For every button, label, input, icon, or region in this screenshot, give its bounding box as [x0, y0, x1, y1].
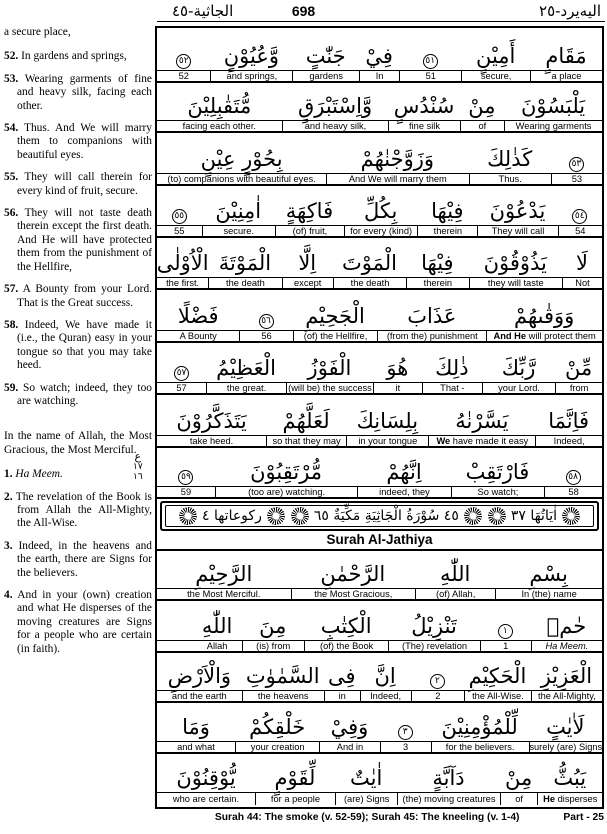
english-gloss: (too are) watching.: [215, 487, 357, 497]
english-gloss: Ha Meem.: [531, 641, 602, 651]
english-gloss: of: [500, 793, 538, 805]
english-gloss: so that they may: [266, 436, 346, 446]
arabic-word: الْمَوْتَةَ: [218, 250, 272, 275]
english-gloss: surely (are) Signs: [529, 742, 602, 752]
english-gloss: (of) the Hellfire,: [293, 331, 378, 341]
translation-paragraph: [4, 73, 152, 113]
arabic-word: وَالْاَرْضِ: [167, 663, 232, 688]
arabic-line: [157, 186, 602, 225]
english-gloss: who are certain.: [172, 794, 240, 804]
english-gloss: Indeed,: [360, 691, 411, 701]
arabic-word: وَمَا: [182, 714, 210, 739]
table-row: [157, 133, 602, 186]
english-gloss: And We will marry them: [326, 174, 468, 184]
english-gloss: 59: [180, 487, 192, 497]
arabic-word: اللّٰهِ: [439, 561, 471, 586]
english-gloss: therein: [406, 278, 468, 288]
ayah-number-marker: [239, 314, 292, 330]
table-row: [157, 754, 602, 805]
arabic-word: لِّلْمُؤْمِنِيْنَ: [441, 714, 518, 739]
arabic-word: السَّمٰوٰتِ: [245, 663, 320, 688]
translation-paragraph: [4, 468, 152, 481]
english-gloss: So watch;: [451, 487, 544, 497]
verse-number: 2.: [4, 490, 13, 503]
english-gloss: the death: [208, 278, 281, 288]
translation-text: Wearing garments of fine and heavy silk, facing each other.: [17, 72, 152, 112]
arabic-word: بِلِسَانِكَ: [356, 408, 419, 433]
arabic-line: [157, 395, 602, 435]
english-gloss: In (the) name: [495, 589, 602, 599]
english-gloss: (to) companions with beautiful eyes.: [167, 174, 316, 184]
translation-text: And in your (own) creation and what He disperses of the moving creatures are Signs for a people who are certain (in faith).: [17, 589, 153, 655]
translation-text: A Bounty from your Lord. That is the Great success.: [17, 283, 153, 309]
english-gloss: He disperses: [537, 793, 602, 805]
arabic-word: فِيْهَا: [431, 198, 464, 223]
english-gloss: a place: [530, 71, 602, 81]
ruku-mark: [133, 452, 143, 482]
english-gloss: In: [359, 71, 399, 81]
english-gloss: and heavy silk,: [282, 121, 389, 131]
verse-number: 52.: [4, 50, 19, 63]
english-gloss: 51: [399, 71, 461, 81]
english-gloss: 55: [174, 226, 185, 236]
english-gloss: for the believers.: [431, 742, 529, 752]
verse-number: 59.: [4, 381, 19, 394]
english-gloss: 53: [551, 174, 602, 184]
english-gloss: and springs,: [210, 71, 292, 81]
verse-number: 56.: [4, 207, 19, 220]
translation-paragraph: [4, 540, 152, 580]
english-gloss: (of) Allah,: [415, 589, 495, 599]
arabic-line: [157, 343, 602, 382]
ayah-mark: ١: [498, 624, 513, 639]
arabic-word: فِى: [327, 663, 356, 688]
english-gloss: your Lord.: [482, 383, 555, 393]
english-gloss: facing each other.: [182, 121, 257, 131]
arabic-line: [157, 28, 602, 70]
english-line: [157, 792, 602, 805]
arabic-word: يَسَّرْنٰهُ: [455, 408, 509, 433]
english-gloss: Wearing garments: [504, 121, 602, 131]
translation-paragraph: [4, 382, 152, 409]
english-gloss: therein: [417, 226, 477, 236]
arabic-word: رَّبِّكَ: [501, 355, 536, 380]
ayah-number-marker: [480, 624, 531, 640]
arabic-word: فَضْلًا: [177, 303, 219, 328]
ayah-number-marker: [157, 470, 215, 486]
page-number: 698: [291, 3, 316, 19]
translation-text: a secure place,: [4, 26, 71, 38]
table-row: [157, 28, 602, 83]
table-row: [157, 83, 602, 133]
rosette-ornament-icon: [179, 507, 197, 525]
english-gloss: the great.: [206, 383, 286, 393]
english-gloss: the death: [333, 278, 406, 288]
arabic-word: يَلْبَسُوْنَ: [520, 93, 586, 118]
verse-number: 3.: [4, 539, 13, 552]
ayah-mark: ٢: [430, 674, 445, 689]
ayah-number-marker: [544, 470, 602, 486]
translation-text: Ha Meem.: [15, 468, 63, 481]
arabic-word: الْعَزِيْزِ: [540, 663, 593, 688]
english-line: [157, 640, 602, 653]
translation-text: The revelation of the Book is from Allah the All-Mighty, the All-Wise.: [15, 490, 152, 530]
english-gloss: Allah: [206, 641, 228, 651]
english-gloss: (are) Signs: [335, 793, 397, 805]
verse-number: 1.: [4, 468, 13, 481]
arabic-line: [157, 83, 602, 120]
english-gloss: and the earth: [171, 691, 227, 701]
surah-ayat-count: اٰيَاتُهَا ٣٧: [510, 508, 558, 524]
arabic-word: عَذَابَ: [407, 303, 457, 328]
header-juz-arabic: اليه‌يرد-٢٥: [539, 2, 601, 20]
translation-paragraph: [4, 122, 152, 162]
verse-number: 4.: [4, 589, 13, 601]
english-gloss: (from the) punishment: [377, 331, 486, 341]
arabic-word: وَزَوَّجْنٰهُمْ: [360, 146, 435, 171]
translation-text: They will call therein for every kind of fruit, secure.: [17, 171, 152, 197]
arabic-word: الْفَوْزُ: [307, 355, 352, 380]
english-gloss: (will be) the success: [286, 383, 373, 393]
ayah-mark: ٥٦: [259, 314, 274, 329]
english-line: [157, 330, 602, 343]
arabic-word: مِنْ: [504, 765, 533, 790]
english-gloss: secure.: [202, 226, 275, 236]
arabic-word: وَّعُيُوْنٍ: [223, 43, 280, 68]
translation-text: In the name of Allah, the Most Gracious, the Most Merciful.: [4, 430, 152, 456]
arabic-word: لَعَلَّهُمْ: [282, 408, 330, 433]
english-gloss: 57: [176, 383, 187, 393]
table-row: [157, 653, 602, 703]
ayah-number-marker: [157, 366, 206, 382]
arabic-word: مُّرْتَقِبُوْنَ: [250, 459, 323, 484]
arabic-word: الْكِتٰبِ: [320, 613, 372, 638]
english-gloss: the All-Wise.: [464, 691, 531, 701]
arabic-word: بِحُوْرٍ عِيْنٍ: [200, 146, 283, 171]
arabic-word: لِّقَوْمٍ: [274, 765, 316, 790]
table-row: [157, 290, 602, 343]
english-gloss: of: [460, 121, 505, 131]
arabic-word: يَدْعُوْنَ: [489, 198, 546, 223]
translation-paragraph: [4, 319, 152, 373]
surah-title-arabic: ٤٥ سُوْرَةُ الْجَاثِيَةِ مَكِّيَةٌ ٦٥: [313, 508, 459, 524]
surah-ruku-count: ركوعاتها ٤: [201, 508, 262, 524]
ayah-mark: ٣: [398, 725, 413, 740]
arabic-word: اٰيٰتٌ: [350, 765, 383, 790]
header-divider: [157, 21, 605, 22]
english-gloss: And in: [319, 742, 379, 752]
arabic-word: أَمِيْنٍ: [475, 43, 516, 68]
arabic-word: يَتَذَكَّرُوْنَ: [176, 408, 247, 433]
english-line: [157, 741, 602, 754]
surah-banner-frame: [160, 501, 599, 531]
ayah-mark: ٥٢: [176, 54, 191, 69]
translation-text: In gardens and springs,: [21, 50, 127, 63]
english-gloss: take heed.: [189, 436, 234, 446]
surah-banner: [157, 501, 602, 551]
arabic-word: خَلْقِكُمْ: [249, 714, 306, 739]
ayah-number-marker: [551, 157, 602, 173]
table-row: [157, 601, 602, 653]
english-line: [157, 486, 602, 499]
ayah-number-marker: [558, 209, 603, 225]
arabic-line: [157, 703, 602, 741]
ayah-number-marker: [157, 209, 202, 225]
english-gloss: in your tongue: [346, 436, 428, 446]
translation-paragraph: [4, 589, 152, 656]
english-gloss: And He will protect them: [486, 331, 602, 341]
footer-surah-reference: Surah 44: The smoke (v. 52-59); Surah 45: The kneeling (v. 1-4): [214, 812, 520, 823]
verse-number: 58.: [4, 318, 19, 331]
table-row: [157, 448, 602, 499]
arabic-word: ذٰلِكَ: [435, 355, 469, 380]
english-gloss: the All-Mighty,: [531, 691, 602, 701]
arabic-word: كَذٰلِكَ: [487, 146, 533, 171]
page-header: [0, 0, 607, 24]
ayah-mark: ٥٥: [172, 209, 187, 224]
arabic-word: فِيْهَا: [421, 250, 454, 275]
translation-text: Indeed, in the heavens and the earth, there are Signs for the believers.: [17, 539, 152, 579]
english-gloss: your creation: [235, 742, 320, 752]
table-row: [157, 238, 602, 290]
table-row: [157, 395, 602, 448]
table-row: [157, 551, 602, 601]
basmala-translation: [4, 430, 152, 457]
arabic-word: بِكُلِّ: [363, 198, 398, 223]
english-gloss: 3: [380, 742, 431, 752]
english-gloss: 58: [544, 487, 602, 497]
table-row: [157, 186, 602, 238]
english-gloss: 2: [411, 691, 464, 701]
ayah-mark: ٥٩: [178, 470, 193, 485]
arabic-line: [157, 754, 602, 792]
translation-paragraph: [4, 207, 152, 274]
arabic-word: مِنْ: [468, 93, 496, 118]
translation-paragraph: [4, 50, 152, 63]
english-gloss: Not: [562, 278, 602, 288]
translation-paragraph: [4, 26, 152, 39]
translation-text: They will not taste death therein except the first death. And He will have protected them from the punishment of the Hellfire,: [17, 207, 152, 273]
arabic-line: [157, 551, 602, 588]
verse-number: 57.: [4, 283, 19, 296]
arabic-word: الْعَظِيْمُ: [216, 355, 276, 380]
english-gloss: the heavens: [242, 691, 324, 701]
english-gloss: Thus.: [469, 174, 551, 184]
word-by-word-table: [155, 26, 604, 809]
rosette-ornament-icon: [267, 507, 285, 525]
english-gloss: 54: [558, 226, 603, 236]
english-gloss: for every (kind): [344, 226, 417, 236]
arabic-word: مُّتَقٰبِلِيْنَ: [187, 93, 252, 118]
arabic-word: تَنْزِيْلُ: [411, 613, 457, 638]
english-gloss: secure,: [461, 71, 530, 81]
english-gloss: (of) fruit,: [275, 226, 344, 236]
arabic-word: يَذُوْقُوْنَ: [483, 250, 547, 275]
table-row: [157, 703, 602, 754]
translation-text: Thus. And We will marry them to companions with beautiful eyes.: [17, 122, 152, 161]
arabic-word: مَقَامٍ: [545, 43, 587, 68]
english-gloss: fine silk: [388, 121, 459, 131]
verse-number: 53.: [4, 72, 19, 85]
page-footer: [155, 812, 604, 823]
english-gloss: (is) from: [242, 641, 304, 651]
english-gloss: A Bounty: [179, 331, 217, 341]
arabic-word: الْحَكِيْمِ: [468, 663, 527, 688]
english-gloss: 52: [178, 71, 189, 81]
rosette-ornament-icon: [291, 507, 309, 525]
ruku-count-bottom: ١٦: [133, 472, 143, 482]
english-line: [157, 120, 602, 133]
arabic-word: وَفِيْ: [330, 714, 369, 739]
english-gloss: in: [324, 691, 360, 701]
ruku-symbol: ع: [134, 450, 142, 463]
ayah-number-marker: [399, 54, 461, 70]
verse-number: 54.: [4, 122, 19, 135]
english-line: [157, 435, 602, 448]
english-gloss: for a people: [255, 793, 335, 805]
english-gloss: (of) the Book: [304, 641, 389, 651]
footer-part-number: Part - 25: [563, 812, 604, 823]
ruku-count-top: ١٧: [133, 462, 143, 472]
arabic-word: مِنَ: [259, 613, 287, 638]
arabic-line: [157, 238, 602, 277]
english-gloss: the first.: [166, 278, 200, 288]
arabic-word: الْمَوْتَ: [342, 250, 398, 275]
arabic-word: اِلَّا: [298, 250, 317, 275]
english-line: [157, 382, 602, 395]
arabic-word: اِنَّهُمْ: [386, 459, 422, 484]
translation-column: [4, 26, 152, 816]
rosette-ornament-icon: [562, 507, 580, 525]
english-line: [157, 70, 602, 83]
rosette-ornament-icon: [488, 507, 506, 525]
arabic-line: [157, 601, 602, 640]
arabic-word: جَنّٰتٍ: [305, 43, 346, 68]
arabic-word: فِيْ: [365, 43, 393, 68]
english-gloss: the Most Gracious,: [291, 589, 416, 599]
arabic-word: حٰمۤ: [546, 613, 587, 638]
ayah-mark: ٥٣: [569, 157, 584, 172]
english-gloss: it: [373, 383, 422, 393]
ayah-number-marker: [380, 725, 431, 741]
arabic-word: الرَّحْمٰنِ: [320, 561, 386, 586]
arabic-word: لَا: [575, 250, 588, 275]
english-gloss: they will taste: [469, 278, 562, 288]
english-gloss: except: [282, 278, 333, 288]
arabic-word: بِسْمِ: [529, 561, 568, 586]
english-line: [157, 173, 602, 186]
ayah-mark: ٥٤: [572, 209, 587, 224]
translation-paragraph: [4, 283, 152, 310]
rosette-ornament-icon: [464, 507, 482, 525]
arabic-line: [157, 448, 602, 486]
translation-text: Indeed, We have made it (i.e., the Quran) easy in your tongue so that you may take heed.: [17, 318, 152, 372]
english-gloss: indeed, they: [357, 487, 450, 497]
arabic-word: اللّٰهِ: [201, 613, 233, 638]
english-line: [157, 690, 602, 703]
english-gloss: gardens: [292, 71, 359, 81]
arabic-word: فَارْتَقِبْ: [465, 459, 530, 484]
arabic-word: فَاكِهَةٍ: [285, 198, 334, 223]
arabic-word: مِّنْ: [565, 355, 593, 380]
surah-title-english: Surah Al-Jathiya: [326, 532, 433, 547]
arabic-word: الرَّحِيْمِ: [195, 561, 253, 586]
arabic-word: اِنَّ: [374, 663, 396, 688]
english-line: [157, 277, 602, 290]
english-gloss: the Most Merciful.: [187, 589, 261, 599]
arabic-word: سُنْدُسٍ: [393, 93, 455, 118]
ayah-number-marker: [157, 54, 210, 70]
arabic-word: فَاِنَّمَا: [548, 408, 590, 433]
surah-banner-arabic: [178, 507, 581, 525]
english-gloss: (the) moving creatures: [397, 793, 499, 805]
arabic-word: دَآبَّةٍ: [432, 765, 465, 790]
arabic-word: وَّاِسْتَبْرَقٍ: [297, 93, 373, 118]
english-gloss: 56: [239, 331, 292, 341]
english-gloss: That -: [422, 383, 482, 393]
arabic-word: وَوَقٰىهُمْ: [514, 303, 575, 328]
arabic-word: الْجَحِيْمِ: [305, 303, 365, 328]
english-gloss: (The) revelation: [388, 641, 479, 651]
arabic-word: يَبُثُّ: [553, 765, 587, 790]
english-gloss: Indeed,: [535, 436, 602, 446]
arabic-word: الْاُوْلٰى: [156, 250, 209, 275]
translation-paragraph: [4, 491, 152, 531]
arabic-word: اٰمِنِيْنَ: [215, 198, 262, 223]
ayah-mark: ٥٨: [566, 470, 581, 485]
translation-text: So watch; indeed, they too are watching.: [17, 381, 152, 407]
ayah-mark: ٥٧: [174, 366, 189, 381]
ayah-mark: ٥١: [423, 54, 438, 69]
english-line: [157, 225, 602, 238]
ayah-number-marker: [411, 674, 464, 690]
english-gloss: We have made it easy: [428, 436, 535, 446]
arabic-line: [157, 290, 602, 330]
verse-number: 55.: [4, 171, 19, 184]
arabic-word: هُوَ: [386, 355, 409, 380]
translation-paragraph: [4, 171, 152, 198]
header-surah-name-arabic: الجاثية-٤٥: [172, 2, 234, 20]
table-row: [157, 343, 602, 395]
english-line: [157, 588, 602, 601]
english-gloss: and what: [177, 742, 215, 752]
english-gloss: from: [555, 383, 602, 393]
arabic-word: يُّوْقِنُوْنَ: [176, 765, 236, 790]
english-gloss: 1: [480, 641, 531, 651]
arabic-word: لَاٰيٰتٍ: [546, 714, 585, 739]
arabic-line: [157, 133, 602, 173]
english-gloss: They will call: [477, 226, 557, 236]
arabic-line: [157, 653, 602, 690]
